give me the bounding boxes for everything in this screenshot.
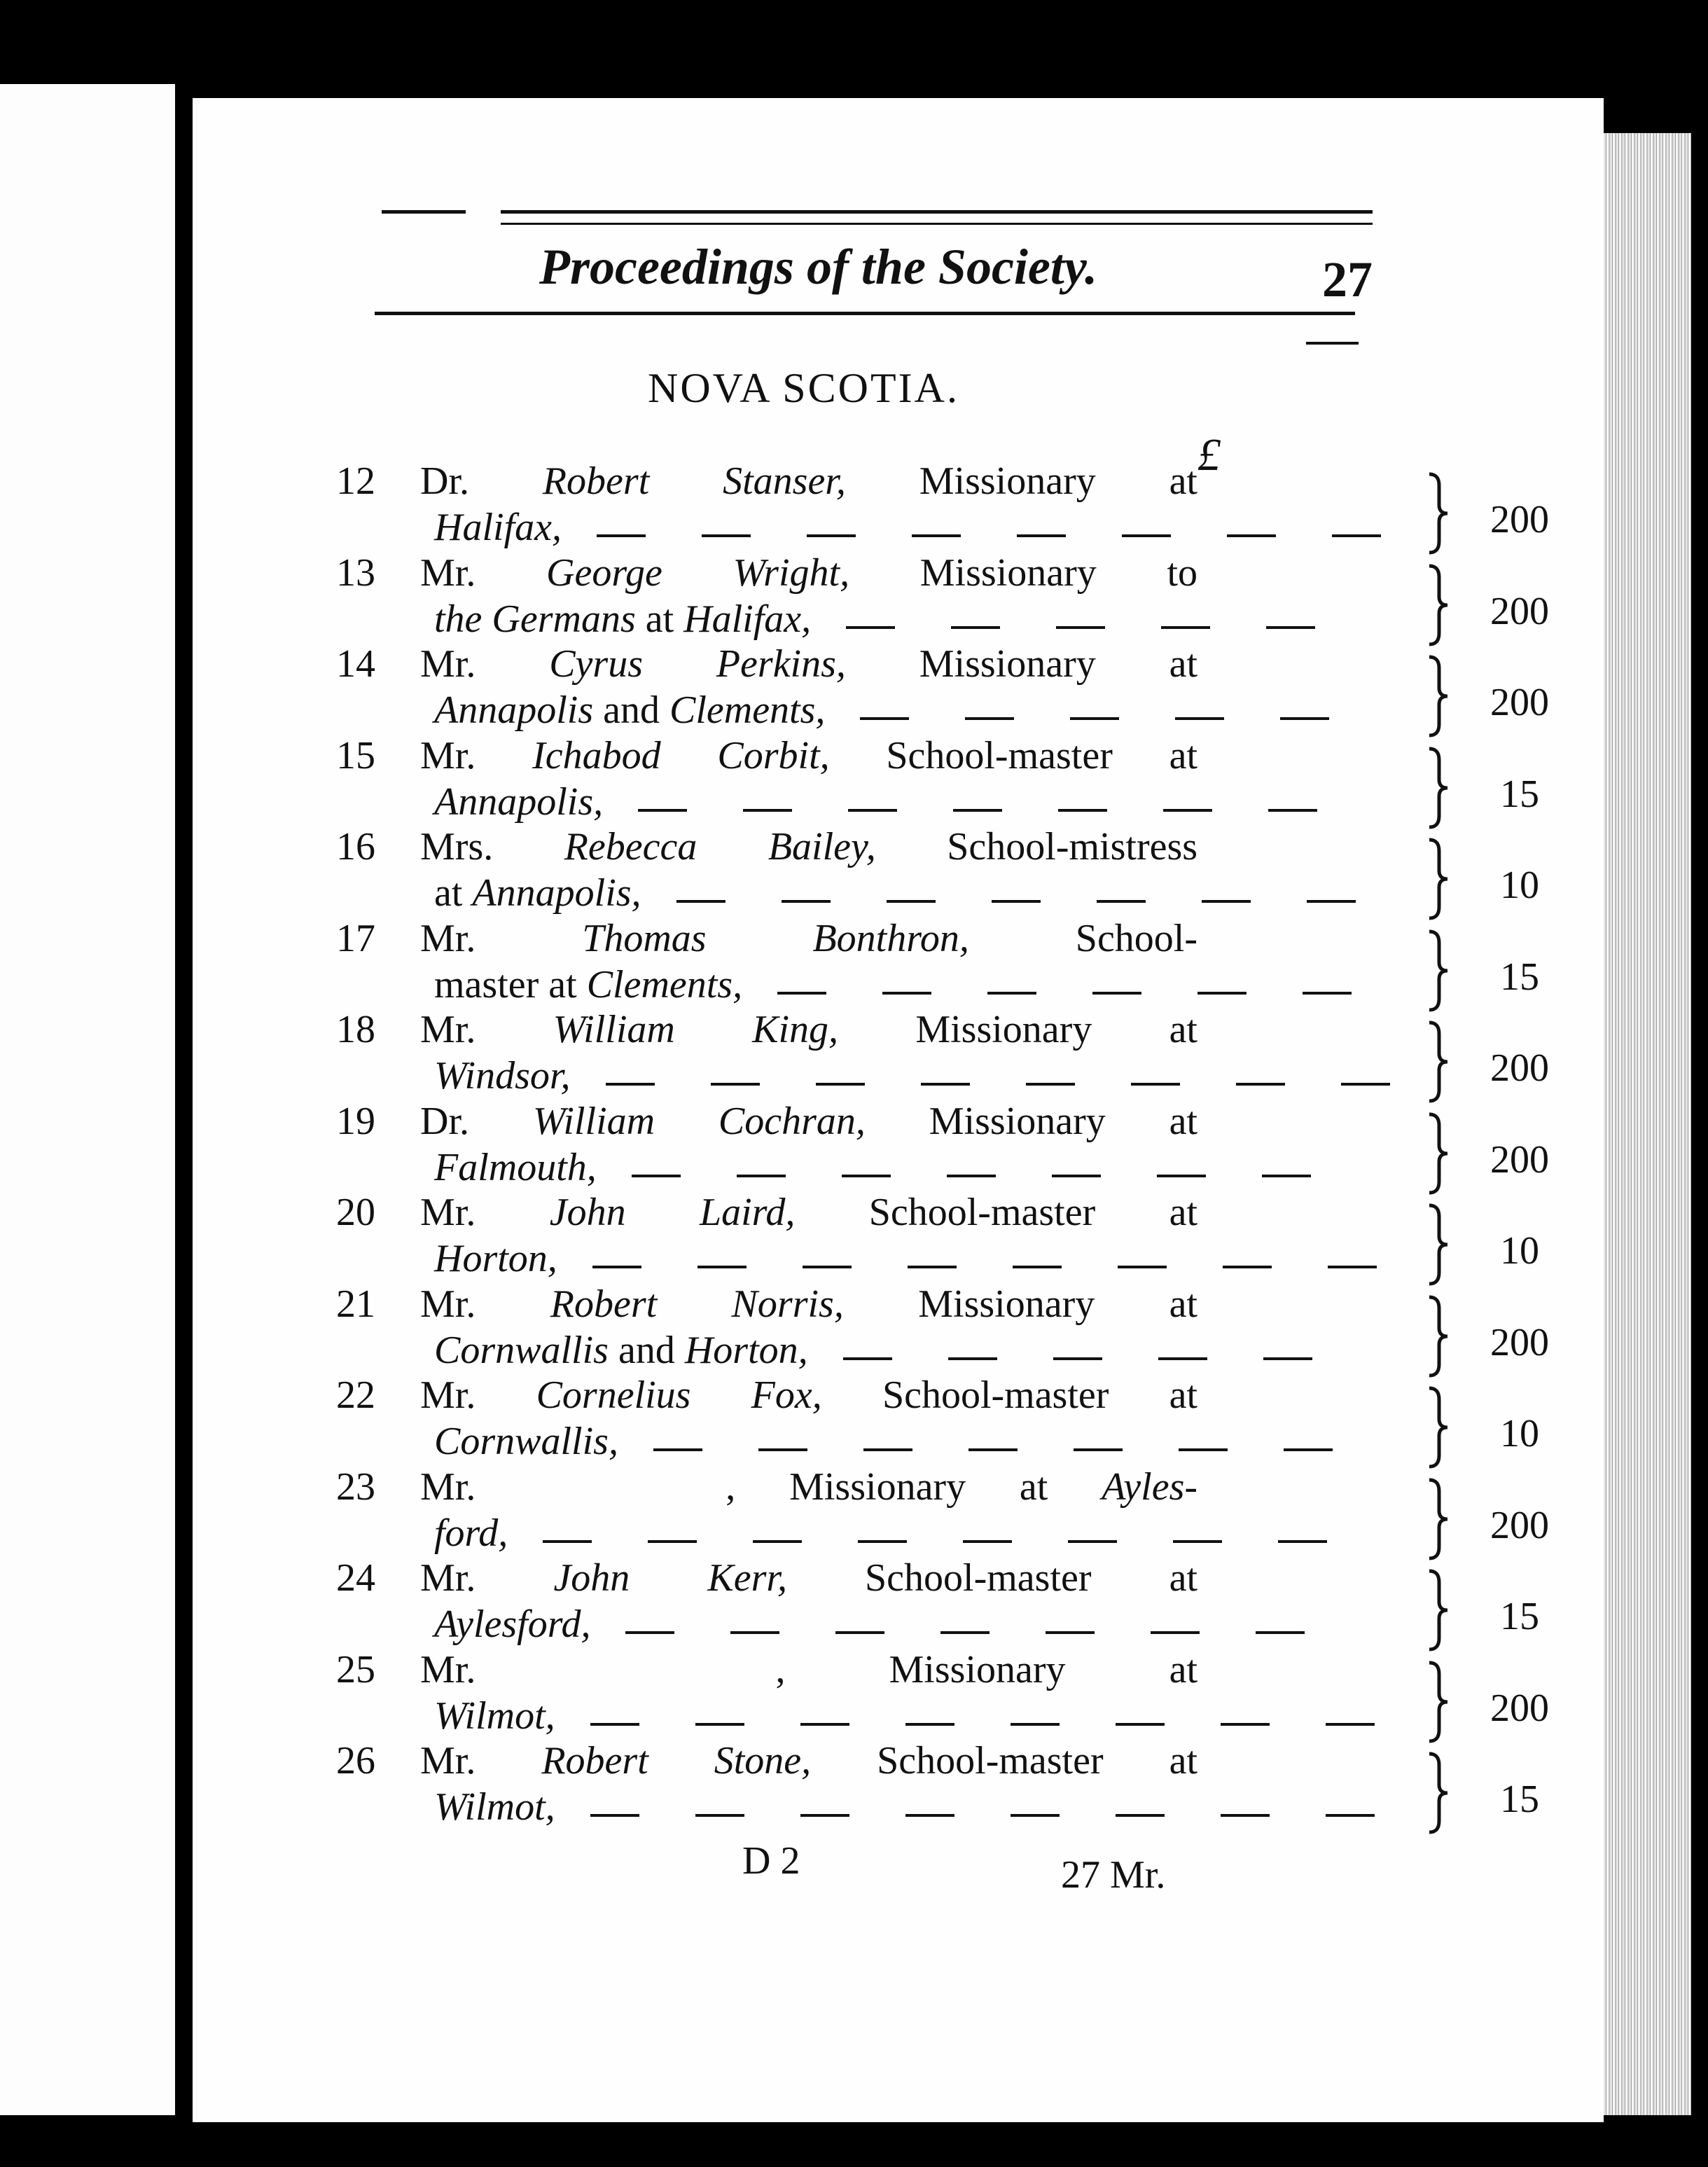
- entry-amount: 200: [1490, 1321, 1549, 1364]
- entry-row: [336, 1647, 1549, 1738]
- leader-dash: [590, 1723, 639, 1726]
- leader-dash: [606, 1083, 655, 1086]
- entry-place: Horton,: [434, 1237, 557, 1280]
- entry-title: Mr.: [420, 1465, 476, 1509]
- leader-dash: [887, 900, 936, 903]
- leader-dash: [782, 900, 831, 903]
- brace-mark: [1425, 1112, 1450, 1196]
- entry-role: Missionary at: [919, 642, 1198, 686]
- top-rule-thin: [501, 223, 1373, 225]
- entry-title: Mr.: [420, 1373, 476, 1417]
- brace-mark: [1425, 746, 1450, 830]
- entry-role: School-master at: [865, 1556, 1197, 1600]
- entry-title: Mr.: [420, 734, 476, 777]
- entry-number: 15: [336, 734, 375, 777]
- page-stack-edge: [1600, 133, 1691, 2115]
- leader-dash: [730, 1631, 779, 1634]
- entry-place-second: Horton,: [684, 1329, 808, 1372]
- entry-row: [336, 824, 1539, 915]
- leader-dash: [1116, 1814, 1165, 1817]
- entry-line-1: [420, 733, 1197, 778]
- entry-place: Cornwallis,: [434, 1420, 618, 1463]
- brace-mark: [1425, 654, 1450, 738]
- entry-place: the Germans: [434, 597, 636, 641]
- entry-line-2: [434, 1053, 571, 1098]
- entry-line-2: [434, 688, 825, 733]
- leader-dash: [940, 1631, 990, 1634]
- leader-dash: [711, 1083, 760, 1086]
- entry-line-1: [420, 1556, 1197, 1600]
- entry-place: Falmouth,: [434, 1146, 597, 1189]
- entry-number: 20: [336, 1191, 375, 1234]
- leader-dash: [1236, 1083, 1285, 1086]
- leader-dash: [1122, 534, 1171, 537]
- entry-number: 18: [336, 1008, 375, 1051]
- entry-line-2: [434, 1328, 808, 1373]
- leader-dash: [816, 1083, 865, 1086]
- entry-title: Mr.: [420, 1739, 476, 1782]
- entry-role: Missionary at: [929, 1100, 1198, 1143]
- leader-dash: [1227, 534, 1276, 537]
- entry-line-2: [434, 505, 562, 550]
- leader-dash: [947, 1175, 996, 1177]
- leader-dash: [777, 992, 826, 995]
- entry-place: Annapolis: [434, 688, 594, 732]
- entry-line-1: [420, 1007, 1197, 1052]
- entry-title: Mr.: [420, 551, 476, 595]
- leader-dash: [1158, 1357, 1207, 1360]
- entry-place: Cornwallis: [434, 1329, 609, 1372]
- entry-place: Windsor,: [434, 1054, 571, 1098]
- entry-role: Missionary at: [918, 1282, 1198, 1326]
- leader-dash: [953, 809, 1002, 812]
- leader-dash: [963, 1540, 1012, 1543]
- leader-dash: [590, 1814, 639, 1817]
- leader-dash: [1118, 1266, 1167, 1268]
- entry-name: Ichabod Corbit,: [532, 734, 830, 777]
- entry-line-2: [434, 1785, 555, 1829]
- entry-row: [336, 642, 1549, 733]
- entry-amount: 200: [1490, 681, 1549, 724]
- leader-dash: [1157, 1175, 1206, 1177]
- entry-name: Robert Stone,: [541, 1739, 812, 1782]
- leader-dash: [1262, 1175, 1311, 1177]
- entry-place-joiner: at: [635, 597, 684, 641]
- leader-dash: [1163, 809, 1212, 812]
- leader-dash: [753, 1540, 802, 1543]
- entry-line-2: [434, 1694, 555, 1738]
- entry-number: 19: [336, 1100, 375, 1143]
- leader-dash: [676, 900, 725, 903]
- leader-dash: [1221, 1723, 1270, 1726]
- entry-role: School-master at: [882, 1373, 1198, 1417]
- leader-dash: [1013, 1266, 1062, 1268]
- leader-dash: [1011, 1814, 1060, 1817]
- leader-dash: [1284, 1448, 1333, 1451]
- entry-line-2: [434, 1511, 508, 1556]
- entry-place-prefix: at: [434, 871, 473, 915]
- entry-title: Mr.: [420, 642, 476, 686]
- leader-dash: [905, 1723, 954, 1726]
- leader-dash: [1092, 992, 1141, 995]
- entry-line-1: [420, 824, 1197, 869]
- entry-line-1: [420, 1190, 1197, 1235]
- leader-dash: [1223, 1266, 1272, 1268]
- entry-amount: 15: [1500, 1778, 1539, 1821]
- leader-dash: [1326, 1814, 1375, 1817]
- facing-page-edge: [0, 84, 175, 2115]
- leader-dash: [648, 1540, 697, 1543]
- entry-number: 26: [336, 1739, 375, 1782]
- entry-line-1: [420, 916, 1197, 961]
- entry-name: George Wright,: [546, 551, 850, 595]
- entry-amount: 200: [1490, 590, 1549, 633]
- brace-mark: [1425, 929, 1450, 1013]
- entry-amount: 15: [1500, 955, 1539, 999]
- entry-place: Annapolis,: [434, 780, 604, 824]
- entry-role-place: Ayles-: [1102, 1465, 1198, 1509]
- entry-number: 21: [336, 1282, 375, 1326]
- entry-role: , Missionary at: [725, 1465, 1048, 1509]
- entry-row: [336, 1556, 1539, 1647]
- leader-dash: [695, 1814, 744, 1817]
- entry-title: Dr.: [420, 1100, 469, 1143]
- entry-number: 24: [336, 1556, 375, 1600]
- entry-name: Robert Norris,: [550, 1282, 844, 1326]
- currency-symbol: £: [1197, 429, 1221, 480]
- leader-dash: [632, 1175, 681, 1177]
- leader-dash: [1175, 717, 1224, 720]
- entry-row: [336, 1738, 1539, 1829]
- leader-dash: [592, 1266, 641, 1268]
- entry-title: Dr.: [420, 459, 469, 503]
- entry-line-1: [420, 1647, 1197, 1692]
- leader-dash: [807, 534, 856, 537]
- brace-mark: [1425, 1751, 1450, 1835]
- leader-dash: [653, 1448, 702, 1451]
- entry-name: William King,: [553, 1008, 839, 1051]
- entry-role: School-: [1075, 917, 1198, 960]
- leader-dash: [905, 1814, 954, 1817]
- leader-dash: [625, 1631, 674, 1634]
- entry-number: 13: [336, 551, 375, 595]
- entry-title: Mr.: [420, 1282, 476, 1326]
- leader-dash: [1161, 626, 1210, 629]
- leader-dash: [1197, 992, 1247, 995]
- leader-dash: [1011, 1723, 1060, 1726]
- brace-mark: [1425, 1568, 1450, 1652]
- entry-row: [336, 1099, 1549, 1190]
- entry-line-1: [420, 1282, 1197, 1327]
- entry-number: 14: [336, 642, 375, 686]
- leader-dash: [1056, 626, 1105, 629]
- leader-dash: [965, 717, 1014, 720]
- leader-dash: [1256, 1631, 1305, 1634]
- entry-number: 22: [336, 1373, 375, 1417]
- entry-amount: 200: [1490, 1504, 1549, 1547]
- leader-dash: [987, 992, 1036, 995]
- leader-dash: [697, 1266, 747, 1268]
- entry-role: Missionary at: [919, 459, 1197, 503]
- entry-title: Mr.: [420, 1648, 476, 1691]
- entry-row: [336, 1465, 1549, 1556]
- signature-mark: D 2: [742, 1839, 800, 1883]
- leader-dash: [1202, 900, 1251, 903]
- leader-dash: [1326, 1723, 1375, 1726]
- leader-dash: [858, 1540, 907, 1543]
- entry-number: 25: [336, 1648, 375, 1691]
- entry-amount: 200: [1490, 1138, 1549, 1182]
- entry-line-2: [434, 962, 742, 1007]
- leader-dash: [758, 1448, 807, 1451]
- leader-dash: [843, 1357, 892, 1360]
- entry-place-second: Clements,: [669, 688, 826, 732]
- leader-dash: [1266, 626, 1315, 629]
- entry-number: 12: [336, 459, 375, 503]
- entry-name: John Kerr,: [553, 1556, 787, 1600]
- leader-dash: [800, 1814, 849, 1817]
- brace-mark: [1425, 1385, 1450, 1469]
- entry-title: Mrs.: [420, 825, 494, 868]
- page-header: [378, 238, 1373, 315]
- entry-number: 16: [336, 825, 375, 868]
- entry-name: Thomas Bonthron,: [582, 917, 969, 960]
- leader-dash: [908, 1266, 957, 1268]
- entry-line-2: [434, 871, 641, 915]
- leader-dash: [848, 809, 897, 812]
- leader-dash: [912, 534, 961, 537]
- entry-row: [336, 916, 1539, 1007]
- leader-dash: [597, 534, 646, 537]
- entry-title: Mr.: [420, 1008, 476, 1051]
- entry-line-2: [434, 1419, 618, 1464]
- entry-line-1: [420, 1465, 1197, 1509]
- entry-row: [336, 1007, 1549, 1098]
- entry-row: [336, 733, 1539, 824]
- entry-line-2: [434, 597, 811, 642]
- leader-dash: [1221, 1814, 1270, 1817]
- leader-dash: [803, 1266, 852, 1268]
- leader-dash: [743, 809, 792, 812]
- leader-dash: [948, 1357, 997, 1360]
- entry-name: Cyrus Perkins,: [549, 642, 846, 686]
- brace-mark: [1425, 1477, 1450, 1561]
- leader-dash: [1070, 717, 1119, 720]
- leader-dash: [1268, 809, 1317, 812]
- brace-mark: [1425, 563, 1450, 647]
- leader-dash: [1053, 1357, 1102, 1360]
- top-rule-right: [501, 210, 1373, 214]
- leader-dash: [1068, 1540, 1117, 1543]
- entry-line-1: [420, 642, 1197, 686]
- entry-role: School-master at: [877, 1739, 1198, 1782]
- brace-mark: [1425, 1020, 1450, 1104]
- entry-place-joiner: and: [608, 1329, 685, 1372]
- leader-dash: [863, 1448, 912, 1451]
- leader-dash: [543, 1540, 592, 1543]
- brace-mark: [1425, 1203, 1450, 1287]
- leader-dash: [1263, 1357, 1312, 1360]
- entry-role: School-master at: [868, 1191, 1198, 1234]
- entry-place: Aylesford,: [434, 1602, 591, 1646]
- entry-amount: 200: [1490, 1687, 1549, 1730]
- entry-amount: 200: [1490, 498, 1549, 541]
- entry-place: Wilmot,: [434, 1785, 555, 1829]
- section-title: NOVA SCOTIA.: [648, 365, 959, 411]
- leader-dash: [1179, 1448, 1228, 1451]
- entry-amount: 15: [1500, 1595, 1539, 1638]
- entry-line-2: [434, 1602, 590, 1647]
- entry-name: William Cochran,: [532, 1100, 866, 1143]
- entry-row: [336, 551, 1549, 642]
- page-number: 27: [1322, 251, 1373, 307]
- leader-dash: [737, 1175, 786, 1177]
- entry-role: School-mistress: [947, 825, 1198, 868]
- entry-line-1: [420, 459, 1197, 504]
- brace-mark: [1425, 1294, 1450, 1378]
- leader-dash: [842, 1175, 891, 1177]
- leader-dash: [1307, 900, 1356, 903]
- entry-place: Clements,: [586, 963, 743, 1006]
- entry-place: Halifax,: [434, 506, 562, 549]
- leader-dash: [1328, 1266, 1377, 1268]
- entry-name: Rebecca Bailey,: [564, 825, 876, 868]
- entry-line-1: [420, 1099, 1197, 1144]
- leader-dash: [860, 717, 909, 720]
- header-rule-bottom: [375, 312, 1355, 315]
- entry-name: Robert Stanser,: [542, 459, 846, 503]
- leader-dash: [702, 534, 751, 537]
- leader-dash: [1278, 1540, 1327, 1543]
- entry-name: Cornelius Fox,: [536, 1373, 822, 1417]
- leader-dash: [1151, 1631, 1200, 1634]
- leader-dash: [882, 992, 931, 995]
- entry-row: [336, 1190, 1539, 1281]
- entry-role: Missionary to: [919, 551, 1198, 595]
- leader-dash: [968, 1448, 1018, 1451]
- entry-name: John Laird,: [549, 1191, 796, 1234]
- leader-dash: [1017, 534, 1066, 537]
- leader-dash: [921, 1083, 970, 1086]
- entry-title: Mr.: [420, 1191, 476, 1234]
- leader-dash: [1116, 1723, 1165, 1726]
- leader-dash: [1332, 534, 1381, 537]
- entry-title: Mr.: [420, 917, 476, 960]
- leader-dash: [1046, 1631, 1095, 1634]
- entry-line-2: [434, 1236, 557, 1281]
- entry-place-prefix: master at: [434, 963, 587, 1006]
- leader-dash: [1303, 992, 1352, 995]
- leader-dash: [1173, 1540, 1222, 1543]
- leader-dash: [1074, 1448, 1123, 1451]
- leader-dash: [1097, 900, 1146, 903]
- entry-line-2: [434, 1145, 597, 1190]
- leader-dash: [1058, 809, 1107, 812]
- leader-dash: [1026, 1083, 1075, 1086]
- entry-role: School-master at: [886, 734, 1198, 777]
- entry-amount: 200: [1490, 1046, 1549, 1090]
- entry-row: [336, 459, 1549, 550]
- entry-row: [336, 1282, 1549, 1373]
- leader-dash: [1052, 1175, 1101, 1177]
- entry-amount: 15: [1500, 773, 1539, 816]
- entry-number: 17: [336, 917, 375, 960]
- catchword: 27 Mr.: [1061, 1853, 1166, 1897]
- leader-dash: [695, 1723, 744, 1726]
- entry-place: Wilmot,: [434, 1694, 555, 1738]
- brace-mark: [1425, 1660, 1450, 1744]
- header-rule-bottom-right: [1306, 342, 1359, 345]
- entry-role: , Missionary at: [775, 1648, 1197, 1691]
- entry-title: Mr.: [420, 1556, 476, 1600]
- leader-dash: [800, 1723, 849, 1726]
- entry-place-joiner: and: [593, 688, 669, 732]
- leader-dash: [992, 900, 1041, 903]
- leader-dash: [951, 626, 1000, 629]
- entry-number: 23: [336, 1465, 375, 1509]
- entry-line-1: [420, 1373, 1197, 1418]
- entry-amount: 10: [1500, 864, 1539, 907]
- brace-mark: [1425, 837, 1450, 921]
- top-rule-left: [382, 210, 466, 214]
- entry-place-second: Halifax,: [683, 597, 812, 641]
- leader-dash: [1131, 1083, 1180, 1086]
- leader-dash: [835, 1631, 884, 1634]
- entry-line-2: [434, 780, 603, 824]
- entry-line-1: [420, 1738, 1197, 1783]
- entry-line-1: [420, 551, 1197, 595]
- leader-dash: [1341, 1083, 1390, 1086]
- entry-place: ford,: [434, 1511, 508, 1555]
- running-head: Proceedings of the Society.: [539, 239, 1098, 295]
- leader-dash: [638, 809, 687, 812]
- brace-mark: [1425, 471, 1450, 555]
- entry-role: Missionary at: [915, 1008, 1197, 1051]
- entry-amount: 10: [1500, 1412, 1539, 1455]
- leader-dash: [846, 626, 895, 629]
- entry-row: [336, 1373, 1539, 1464]
- entry-amount: 10: [1500, 1229, 1539, 1273]
- entry-place: Annapolis,: [472, 871, 641, 915]
- leader-dash: [1280, 717, 1329, 720]
